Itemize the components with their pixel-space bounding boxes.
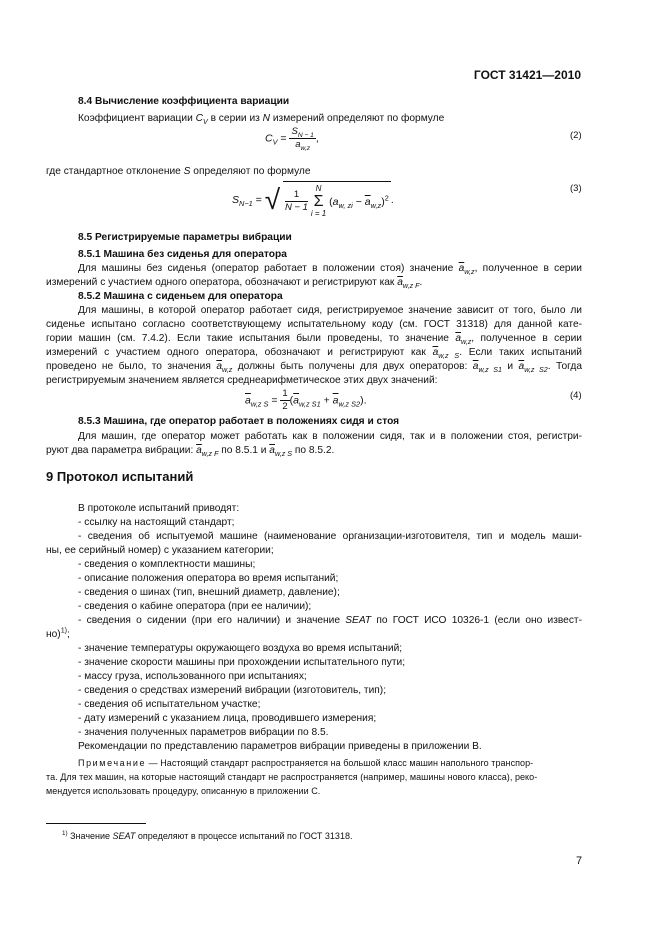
list-item: - сведения о кабине оператора (при ее наличии); <box>78 601 312 612</box>
formula-2: $C_V$ = $\frac{S_{N - 1}}{\overline{a}_{w,z}}$ , <box>265 126 319 152</box>
text-line: Для машины без сиденья (оператор работает в положении стоя) значение $\overline{a}_{w,z}$, полученное в серии <box>78 263 582 277</box>
protocol-intro: В протоколе испытаний приводят: <box>78 503 240 514</box>
equation-number-4: (4) <box>570 390 582 401</box>
list-item: - сведения о шинах (тип, внешний диаметр, давление); <box>78 587 340 598</box>
formula-3: $S_{N-1}$ = √ $\frac{1}{N - 1}$ N Σ i = 1 $(a_{w, zi} - \overline{a}_{w,z})^2$ . <box>232 181 394 219</box>
section-8-5-3-title: 8.5.3 Машина, где оператор работает в положениях сидя и стоя <box>78 416 400 427</box>
text-line: гории машин (см. 7.4.2). Если такие испытания были проведены, то значение $\overline{a}_{w,z}$, полученное в серии <box>46 333 582 347</box>
text-line: Для машин, где оператор может работать как в положении сидя, так и в положении стоя, регистри- <box>78 431 582 442</box>
text-line: руют два параметра вибрации: $\overline{a}_{w,z F}$ по 8.5.1 и $\overline{a}_{w,z S}$ по 8.5.2. <box>46 445 335 459</box>
page-number: 7 <box>576 855 583 867</box>
list-item: - значение скорости машины при прохождении испытательного пути; <box>78 657 406 668</box>
equation-number-2: (2) <box>570 130 582 141</box>
section-8-5-1-title: 8.5.1 Машина без сиденья для оператора <box>78 249 287 260</box>
list-item: - сведения о средствах измерений вибрации (изготовитель, тип); <box>78 685 387 696</box>
equation-number-3: (3) <box>570 183 582 194</box>
list-item: - сведения о сидении (при его наличии) и значение SEAT по ГОСТ ИСО 10326-1 (если оно извест- <box>78 615 582 626</box>
footnote-ref: 1) <box>60 626 68 635</box>
formula-4: $\overline{a}_{w,z S}$ = $\frac{1}{2}$ $(\overline{a}_{w,z S1} + \overline{a}_{w,z S2})$. <box>245 388 367 412</box>
note-line: мендуется использовать процедуру, описанную в приложении С. <box>46 786 321 796</box>
text-line: измерений с участием одного оператора, обозначают и регистрируют как $\overline{a}_{w,z F}$. <box>46 277 423 291</box>
list-item: но)$^{1)}$; <box>46 626 70 640</box>
text-line: сиденье испытано согласно соответствующему испытательному коду (см. ГОСТ 31318) для данной кате- <box>46 319 582 330</box>
text-line: измерений с участием одного оператора, обозначают и регистрируют как $\overline{a}_{w,z S}$. Если таких испытаний <box>46 347 583 361</box>
text-line: проведено не было, то значения $\overline{a}_{w,z}$ должны быть получены для двух операторов: $\overline{a}_{w,z S1}$ и $\overline{a}_{w,z S2}$. Тогда <box>46 361 582 375</box>
list-item: ны, ее серийный номер) с указанием категории; <box>46 545 274 556</box>
document-code: ГОСТ 31421—2010 <box>473 68 581 82</box>
list-item: - сведения о комплектности машины; <box>78 559 256 570</box>
footnote-divider <box>46 823 146 824</box>
section-8-5-2-title: 8.5.2 Машина с сиденьем для оператора <box>78 291 283 302</box>
list-item: - значение температуры окружающего воздуха во время испытаний; <box>78 643 403 654</box>
list-item: - сведения об испытуемой машине (наименование организации-изготовителя, тип и модель маши- <box>78 531 582 542</box>
footnote: $^{1)}$ Значение SEAT определяют в процессе испытаний по ГОСТ 31318. <box>62 830 353 841</box>
section-8-4-title: 8.4 Вычисление коэффициента вариации <box>78 96 290 107</box>
paragraph-std-dev: где стандартное отклонение S определяют по формуле <box>46 166 311 177</box>
section-9-title: 9 Протокол испытаний <box>46 469 194 484</box>
note-line: Примечание — Настоящий стандарт распространяется на большой класс машин напольного транспор- <box>78 758 534 768</box>
text-line: регистрируемым значением является среднеарифметическое этих двух значений: <box>46 375 438 386</box>
list-item: - ссылку на настоящий стандарт; <box>78 517 235 528</box>
paragraph-cv-intro: Коэффициент вариации $C_V$ в серии из N измерений определяют по формуле <box>78 113 445 127</box>
note-line: та. Для тех машин, на которые настоящий стандарт не распространяется (например, машины нового класса), реко- <box>46 772 538 782</box>
text-line: Для машины, в которой оператор работает сидя, регистрируемое значение зависит от того, было ли <box>78 305 582 316</box>
list-item: - дату измерений с указанием лица, проводившего измерения; <box>78 713 377 724</box>
list-item: - массу груза, использованного при испытаниях; <box>78 671 307 682</box>
list-item: - значения полученных параметров вибрации по 8.5. <box>78 727 329 738</box>
list-item: - описание положения оператора во время испытаний; <box>78 573 339 584</box>
section-8-5-title: 8.5 Регистрируемые параметры вибрации <box>78 232 292 243</box>
list-item: - сведения об испытательном участке; <box>78 699 261 710</box>
recommendation-text: Рекомендации по представлению параметров вибрации приведены в приложении В. <box>78 741 482 752</box>
